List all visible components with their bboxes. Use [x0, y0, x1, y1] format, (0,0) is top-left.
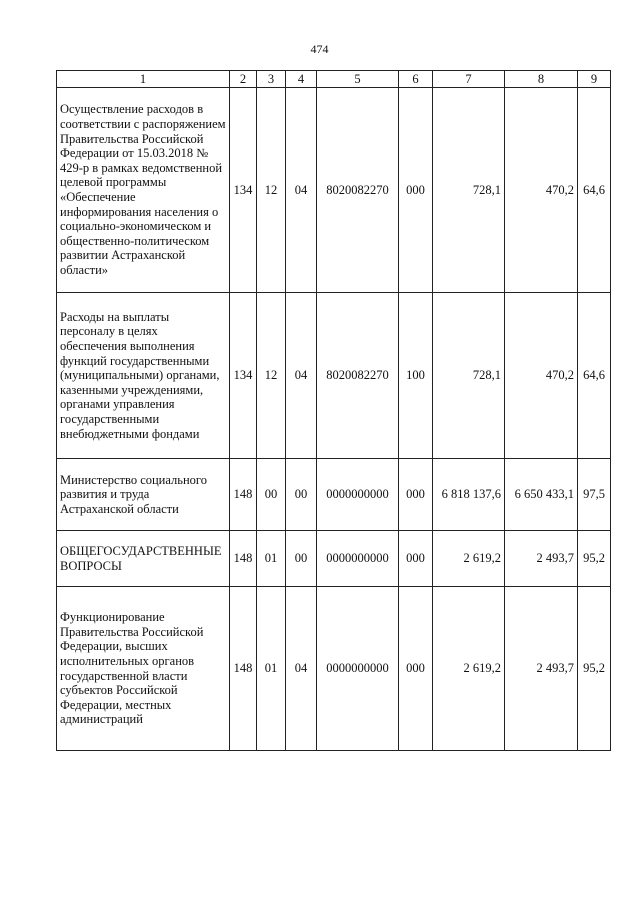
cell-col9: 64,6 [578, 293, 611, 459]
cell-col3: 01 [257, 531, 286, 587]
cell-col5: 0000000000 [317, 587, 399, 751]
cell-col2: 134 [230, 293, 257, 459]
cell-col6: 000 [399, 531, 433, 587]
cell-col4: 00 [286, 531, 317, 587]
budget-table [56, 70, 611, 751]
cell-col9: 95,2 [578, 531, 611, 587]
table-row [57, 459, 611, 531]
cell-col4: 00 [286, 459, 317, 531]
expense-name: Функционирование Правительства Российской Федерации, высших исполнительных органов государственной власти субъектов Российской Федерации, местных администраций [57, 587, 230, 751]
column-header: 4 [286, 71, 317, 88]
cell-col8: 470,2 [505, 88, 578, 293]
cell-col7: 2 619,2 [433, 531, 505, 587]
table-row [57, 531, 611, 587]
cell-col8: 2 493,7 [505, 531, 578, 587]
cell-col7: 6 818 137,6 [433, 459, 505, 531]
cell-col5: 8020082270 [317, 88, 399, 293]
cell-col4: 04 [286, 88, 317, 293]
cell-col9: 95,2 [578, 587, 611, 751]
column-header: 5 [317, 71, 399, 88]
expense-name: Осуществление расходов в соответствии с распоряжением Правительства Российской Федерации от 15.03.2018 № 429-р в рамках ведомственной целевой программы «Обеспечение информирования населения о социально-экономическом и общественно-политическом развитии Астраханской области» [57, 88, 230, 293]
cell-col3: 00 [257, 459, 286, 531]
column-header: 8 [505, 71, 578, 88]
table-row [57, 587, 611, 751]
column-header: 2 [230, 71, 257, 88]
cell-col8: 6 650 433,1 [505, 459, 578, 531]
column-number-row [57, 71, 611, 88]
cell-col6: 000 [399, 459, 433, 531]
cell-col6: 100 [399, 293, 433, 459]
cell-col3: 12 [257, 88, 286, 293]
cell-col4: 04 [286, 293, 317, 459]
column-header: 6 [399, 71, 433, 88]
cell-col5: 0000000000 [317, 531, 399, 587]
table-row [57, 88, 611, 293]
cell-col8: 2 493,7 [505, 587, 578, 751]
cell-col5: 0000000000 [317, 459, 399, 531]
expense-name: Министерство социального развития и труда Астраханской области [57, 459, 230, 531]
cell-col6: 000 [399, 587, 433, 751]
expense-name: Расходы на выплаты персоналу в целях обеспечения выполнения функций государственными (муниципальными) органами, казенными учреждениями, органами управления государственными внебюджетными фондами [57, 293, 230, 459]
column-header: 3 [257, 71, 286, 88]
cell-col6: 000 [399, 88, 433, 293]
table-row [57, 293, 611, 459]
cell-col7: 728,1 [433, 293, 505, 459]
cell-col2: 148 [230, 587, 257, 751]
cell-col8: 470,2 [505, 293, 578, 459]
cell-col2: 134 [230, 88, 257, 293]
cell-col9: 97,5 [578, 459, 611, 531]
column-header: 7 [433, 71, 505, 88]
cell-col9: 64,6 [578, 88, 611, 293]
cell-col3: 12 [257, 293, 286, 459]
column-header: 1 [57, 71, 230, 88]
column-header: 9 [578, 71, 611, 88]
cell-col2: 148 [230, 531, 257, 587]
cell-col5: 8020082270 [317, 293, 399, 459]
cell-col3: 01 [257, 587, 286, 751]
cell-col7: 728,1 [433, 88, 505, 293]
cell-col2: 148 [230, 459, 257, 531]
expense-name: ОБЩЕГОСУДАРСТВЕННЫЕ ВОПРОСЫ [57, 531, 230, 587]
cell-col7: 2 619,2 [433, 587, 505, 751]
cell-col4: 04 [286, 587, 317, 751]
page-number: 474 [310, 42, 329, 56]
